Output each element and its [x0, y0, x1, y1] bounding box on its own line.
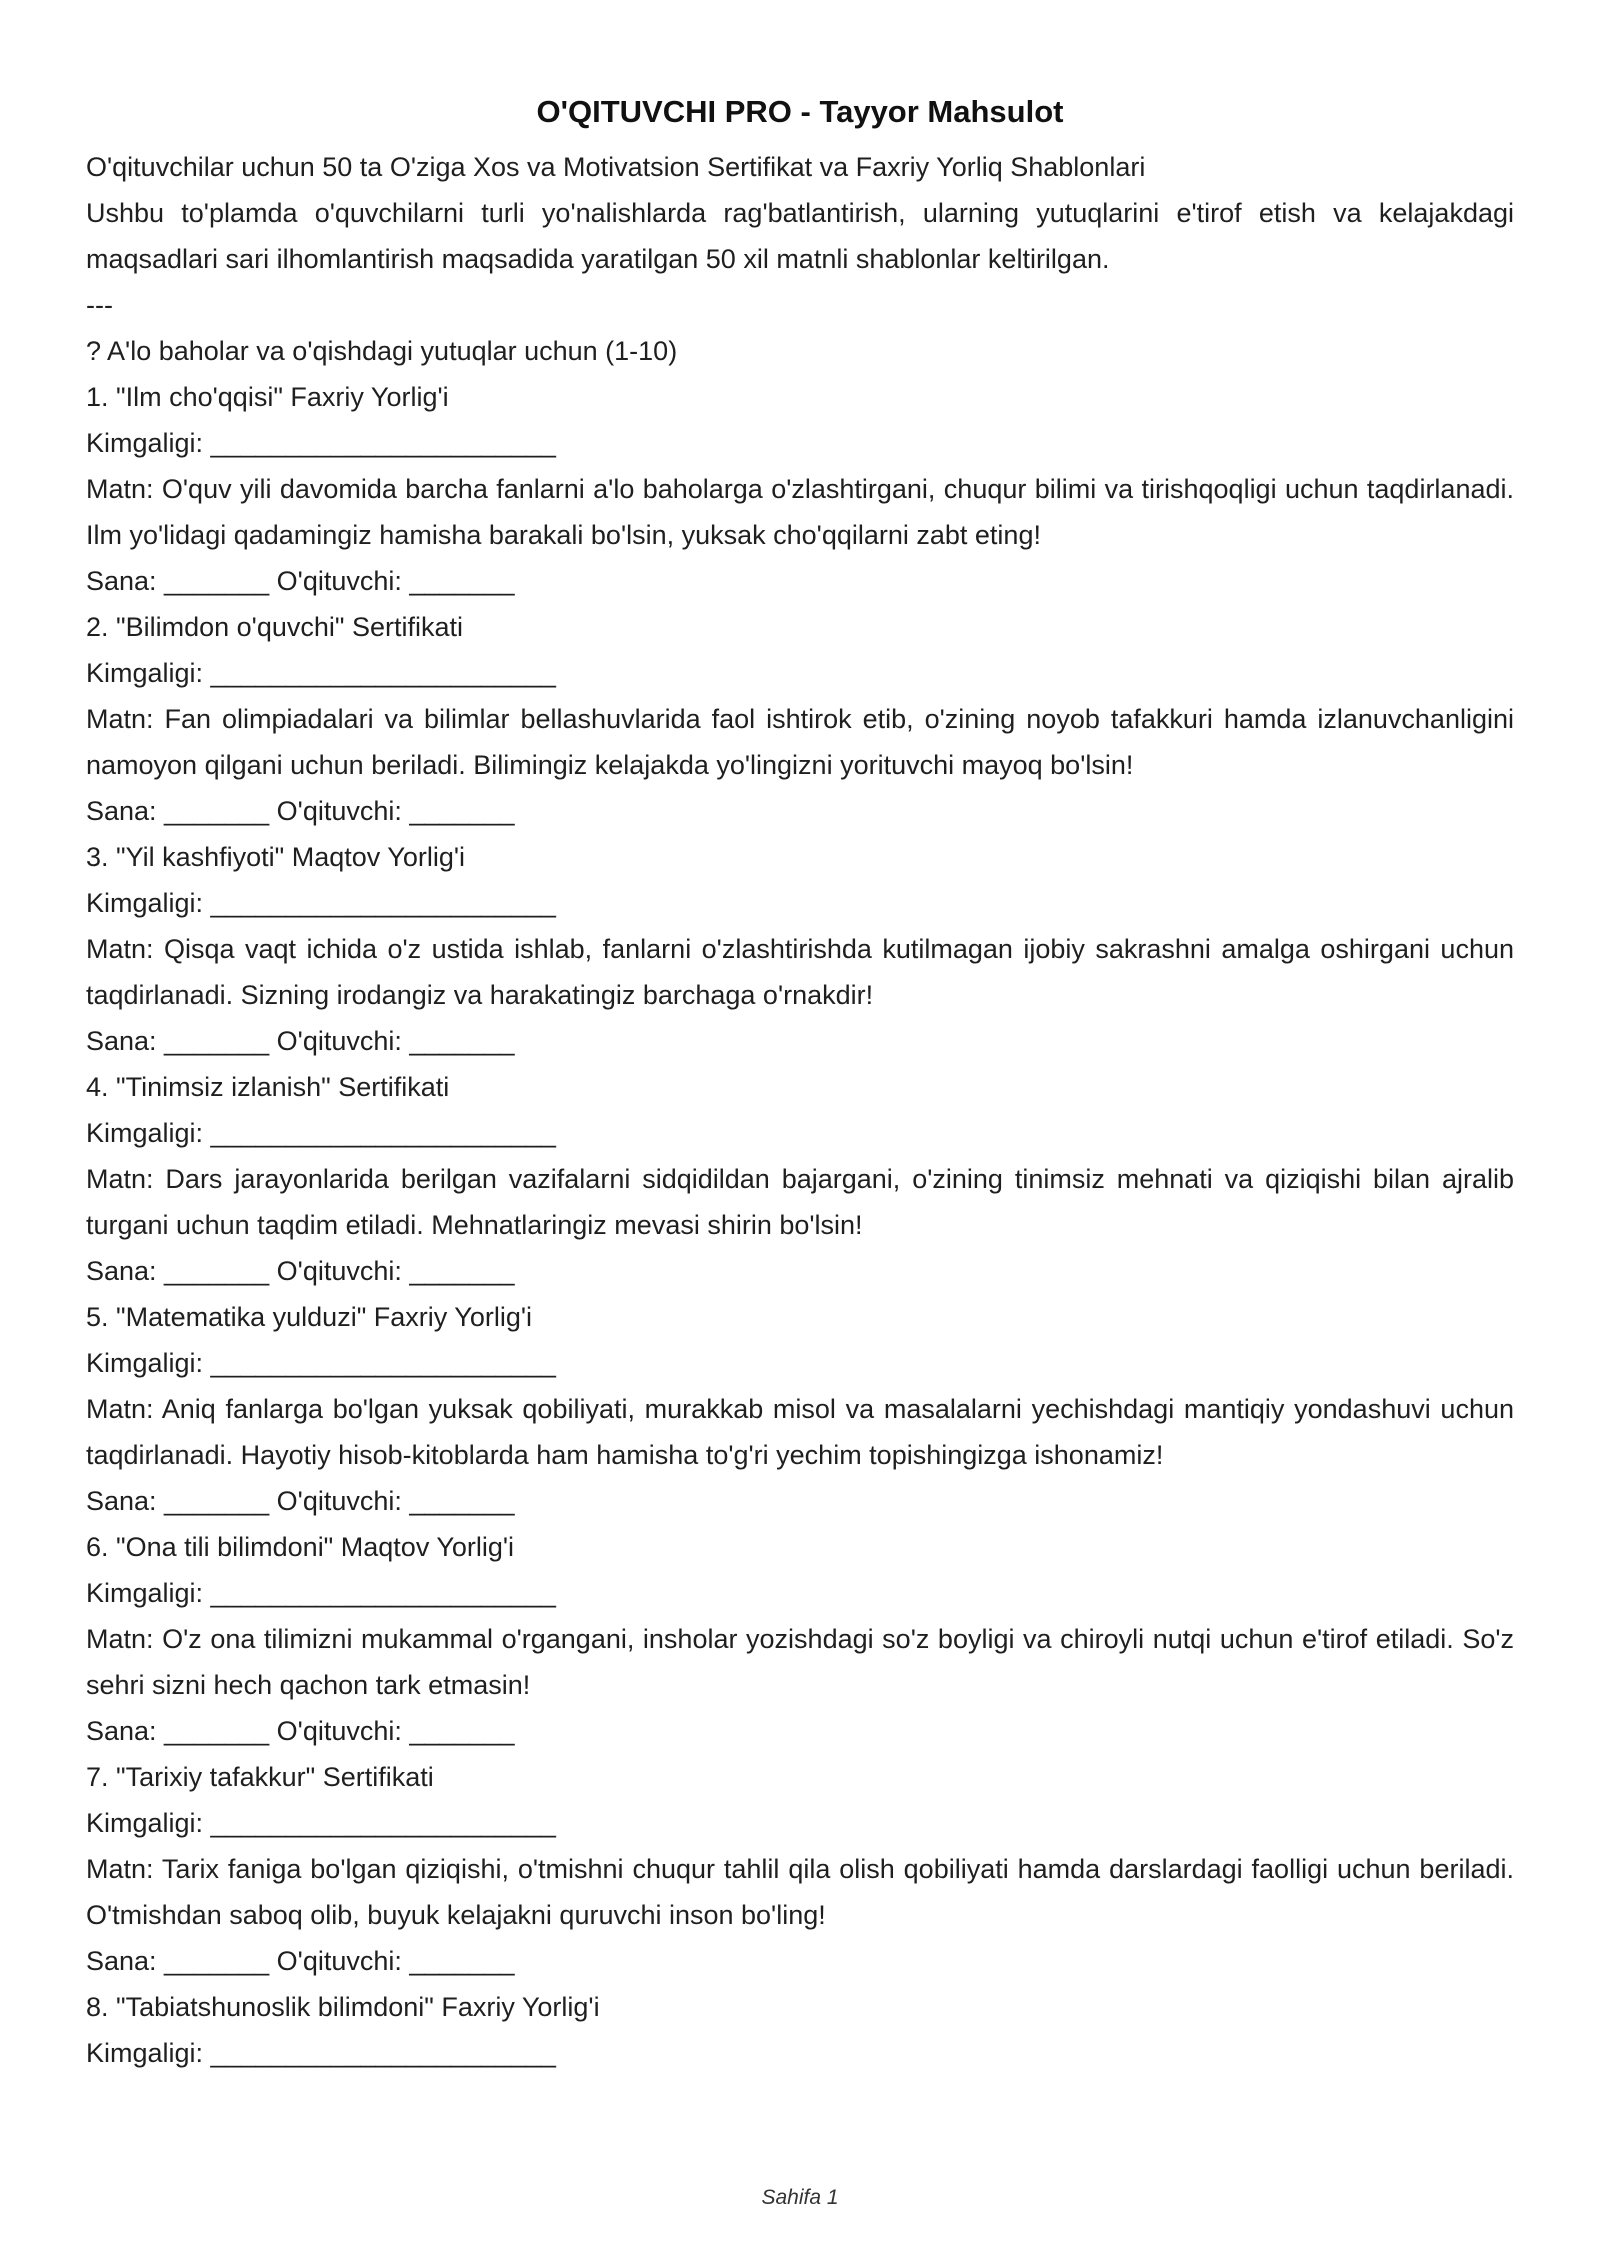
- item-text: Matn: Qisqa vaqt ichida o'z ustida ishlab, fanlarni o'zlashtirishda kutilmagan ijobiy sakrashni amalga oshirgani uchun taqdirlanadi. Sizning irodangiz va harakatingiz barchaga o'rnakdir!: [86, 934, 1514, 1010]
- sign-line: Sana: _______ O'qituvchi: _______: [86, 796, 515, 826]
- item-6: [86, 1524, 1514, 1754]
- item-2: [86, 604, 1514, 834]
- recipient-line: Kimgaligi: _______________________: [86, 1118, 556, 1148]
- item-text: Matn: O'z ona tilimizni mukammal o'rgangani, insholar yozishdagi so'z boyligi va chiroyli nutqi uchun e'tirof etiladi. So'z sehri sizni hech qachon tark etmasin!: [86, 1624, 1514, 1700]
- section-heading: ? A'lo baholar va o'qishdagi yutuqlar uchun (1-10): [86, 336, 678, 366]
- item-title: 2. "Bilimdon o'quvchi" Sertifikati: [86, 612, 463, 642]
- item-title: 5. "Matematika yulduzi" Faxriy Yorlig'i: [86, 1302, 533, 1332]
- recipient-line: Kimgaligi: _______________________: [86, 658, 556, 688]
- item-text: Matn: Fan olimpiadalari va bilimlar bellashuvlarida faol ishtirok etib, o'zining noyob tafakkuri hamda izlanuvchanligini namoyon qilgani uchun beriladi. Bilimingiz kelajakda yo'lingizni yorituvchi mayoq bo'lsin!: [86, 704, 1514, 780]
- item-8: [86, 1984, 1514, 2076]
- sign-line: Sana: _______ O'qituvchi: _______: [86, 1946, 515, 1976]
- recipient-line: Kimgaligi: _______________________: [86, 428, 556, 458]
- sign-line: Sana: _______ O'qituvchi: _______: [86, 566, 515, 596]
- item-text: Matn: Tarix faniga bo'lgan qiziqishi, o'tmishni chuqur tahlil qila olish qobiliyati hamda darslardagi faolligi uchun beriladi. O'tmishdan saboq olib, buyuk kelajakni quruvchi inson bo'ling!: [86, 1854, 1514, 1930]
- subtitle: O'qituvchilar uchun 50 ta O'ziga Xos va Motivatsion Sertifikat va Faxriy Yorliq Shablonlari: [86, 152, 1146, 182]
- sign-line: Sana: _______ O'qituvchi: _______: [86, 1026, 515, 1056]
- sign-line: Sana: _______ O'qituvchi: _______: [86, 1256, 515, 1286]
- item-title: 4. "Tinimsiz izlanish" Sertifikati: [86, 1072, 450, 1102]
- recipient-line: Kimgaligi: _______________________: [86, 1578, 556, 1608]
- item-title: 1. "Ilm cho'qqisi" Faxriy Yorlig'i: [86, 382, 449, 412]
- item-title: 7. "Tarixiy tafakkur" Sertifikati: [86, 1762, 434, 1792]
- item-title: 8. "Tabiatshunoslik bilimdoni" Faxriy Yorlig'i: [86, 1992, 600, 2022]
- item-4: [86, 1064, 1514, 1294]
- item-title: 3. "Yil kashfiyoti" Maqtov Yorlig'i: [86, 842, 466, 872]
- item-text: Matn: Aniq fanlarga bo'lgan yuksak qobiliyati, murakkab misol va masalalarni yechishdagi mantiqiy yondashuvi uchun taqdirlanadi. Hayotiy hisob-kitoblarda ham hamisha to'g'ri yechim topishingizga ishonamiz!: [86, 1394, 1514, 1470]
- item-title: 6. "Ona tili bilimdoni" Maqtov Yorlig'i: [86, 1532, 515, 1562]
- item-5: [86, 1294, 1514, 1524]
- recipient-line: Kimgaligi: _______________________: [86, 1348, 556, 1378]
- item-1: [86, 374, 1514, 604]
- item-7: [86, 1754, 1514, 1984]
- page-title: O'QITUVCHI PRO - Tayyor Mahsulot: [536, 94, 1064, 129]
- separator: ---: [86, 290, 113, 320]
- recipient-line: Kimgaligi: _______________________: [86, 888, 556, 918]
- sign-line: Sana: _______ O'qituvchi: _______: [86, 1716, 515, 1746]
- recipient-line: Kimgaligi: _______________________: [86, 2038, 556, 2068]
- recipient-line: Kimgaligi: _______________________: [86, 1808, 556, 1838]
- page-footer: Sahifa 1: [761, 2186, 839, 2209]
- intro-paragraph: Ushbu to'plamda o'quvchilarni turli yo'nalishlarda rag'batlantirish, ularning yutuqlarini e'tirof etish va kelajakdagi maqsadlari sari ilhomlantirish maqsadida yaratilgan 50 xil matnli shablonlar keltirilgan.: [86, 198, 1514, 274]
- item-text: Matn: O'quv yili davomida barcha fanlarni a'lo baholarga o'zlashtirgani, chuqur bilimi va tirishqoqligi uchun taqdirlanadi. Ilm yo'lidagi qadamingiz hamisha barakali bo'lsin, yuksak cho'qqilarni zabt eting!: [86, 474, 1514, 550]
- item-3: [86, 834, 1514, 1064]
- sign-line: Sana: _______ O'qituvchi: _______: [86, 1486, 515, 1516]
- item-text: Matn: Dars jarayonlarida berilgan vazifalarni sidqidildan bajargani, o'zining tinimsiz mehnati va qiziqishi bilan ajralib turgani uchun taqdim etiladi. Mehnatlaringiz mevasi shirin bo'lsin!: [86, 1164, 1514, 1240]
